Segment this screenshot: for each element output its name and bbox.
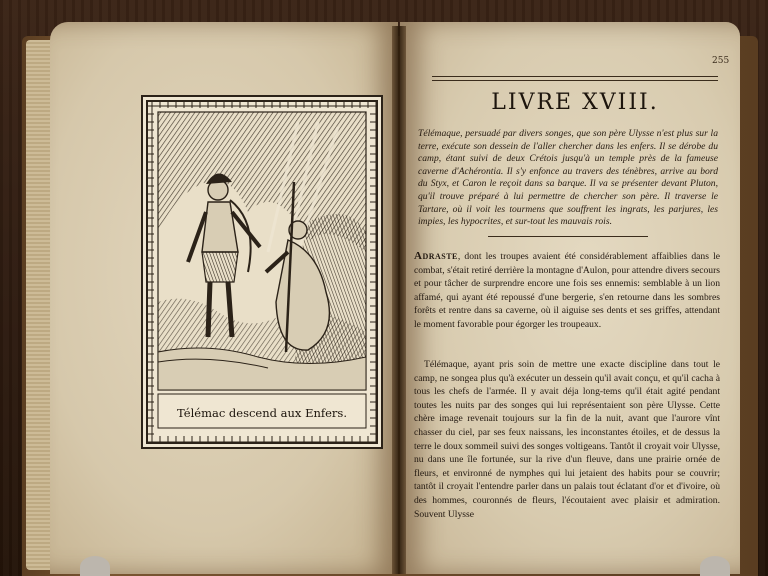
summary-separator [488, 236, 648, 237]
book-gutter [392, 26, 406, 574]
chapter-summary: Télémaque, persuadé par divers songes, que son père Ulysse n'est plus sur la terre, exécute son dessein de l'aller chercher dans les enfers. Il se dérobe du camp, étant suivi de deux Crétois jusqu'à un temple près de la fameuse caverne d'Achérontia. Il s'y enfonce au travers des ténèbres, arrive au bord du Styx, et Caron le reçoit dans sa barque. Il va se présenter devant Pluton, qu'il trouve préparé à lui permettre de chercher son père. Il traverse le Tartare, où il voit les tourmens que souffrent les ingrats, les parjures, les impies, les hypocrites, et sur-tout les mauvais rois. [418, 128, 718, 228]
paragraph-1 [414, 250, 720, 332]
corner-tab-right [700, 556, 730, 576]
corner-tab-left [80, 556, 110, 576]
header-rule-bottom [432, 80, 718, 81]
page-number: 255 [712, 56, 730, 66]
header-rule-top [432, 76, 718, 77]
engraving-plate [146, 100, 378, 444]
dropcap-word: Adraste [414, 250, 458, 262]
paragraph-2: Télémaque, ayant pris soin de mettre une exacte discipline dans tout le camp, ne songea plus qu'à exécuter un dessein qu'il avait conçu, et qu'il cacha à tous les chefs de l'armée. Il y avait déja long-tems qu'il était agité pendant toutes les nuits par des songes qui lui représentaient son père Ulysse. Cette chère image revenait toujours sur la fin de la nuit, avant que l'aurore vînt chasser du ciel, par ses feux naissans, les inconstantes étoiles, et de dessus la terre le doux sommeil suivi des songes voltigeans. Tantôt il croyait voir Ulysse, nu dans une île fortunée, sur la rive d'un fleuve, dans une prairie ornée de fleurs, et environné de nymphes qui lui jetaient des habits pour se couvrir; tantôt il croyait l'entendre parler dans un palais tout éclatant d'or et d'ivoire, où des hommes, couronnés de fleurs, l'écoutaient avec plaisir et admiration. Souvent Ulysse [414, 359, 720, 520]
plate-caption: Télémac descend aux Enfers. [177, 406, 347, 420]
chapter-title: LIVRE XVIII. [491, 90, 659, 115]
engraving-illustration [148, 102, 376, 442]
paragraph-1-text: , dont les troupes avaient été considérablement affaiblies dans le combat, s'était retiré derrière la montagne d'Aulon, pour attendre divers secours et pour tâcher de surprendre encore une fois ses ennemis: semblable à un lion affamé, qui ayant été repoussé d'une bergerie, s'en retourne dans les sombres forêts et rentre dans sa caverne, où il aiguise ses dents et ses griffes, attendant le moment favorable pour égorger les troupeaux. [414, 251, 720, 330]
